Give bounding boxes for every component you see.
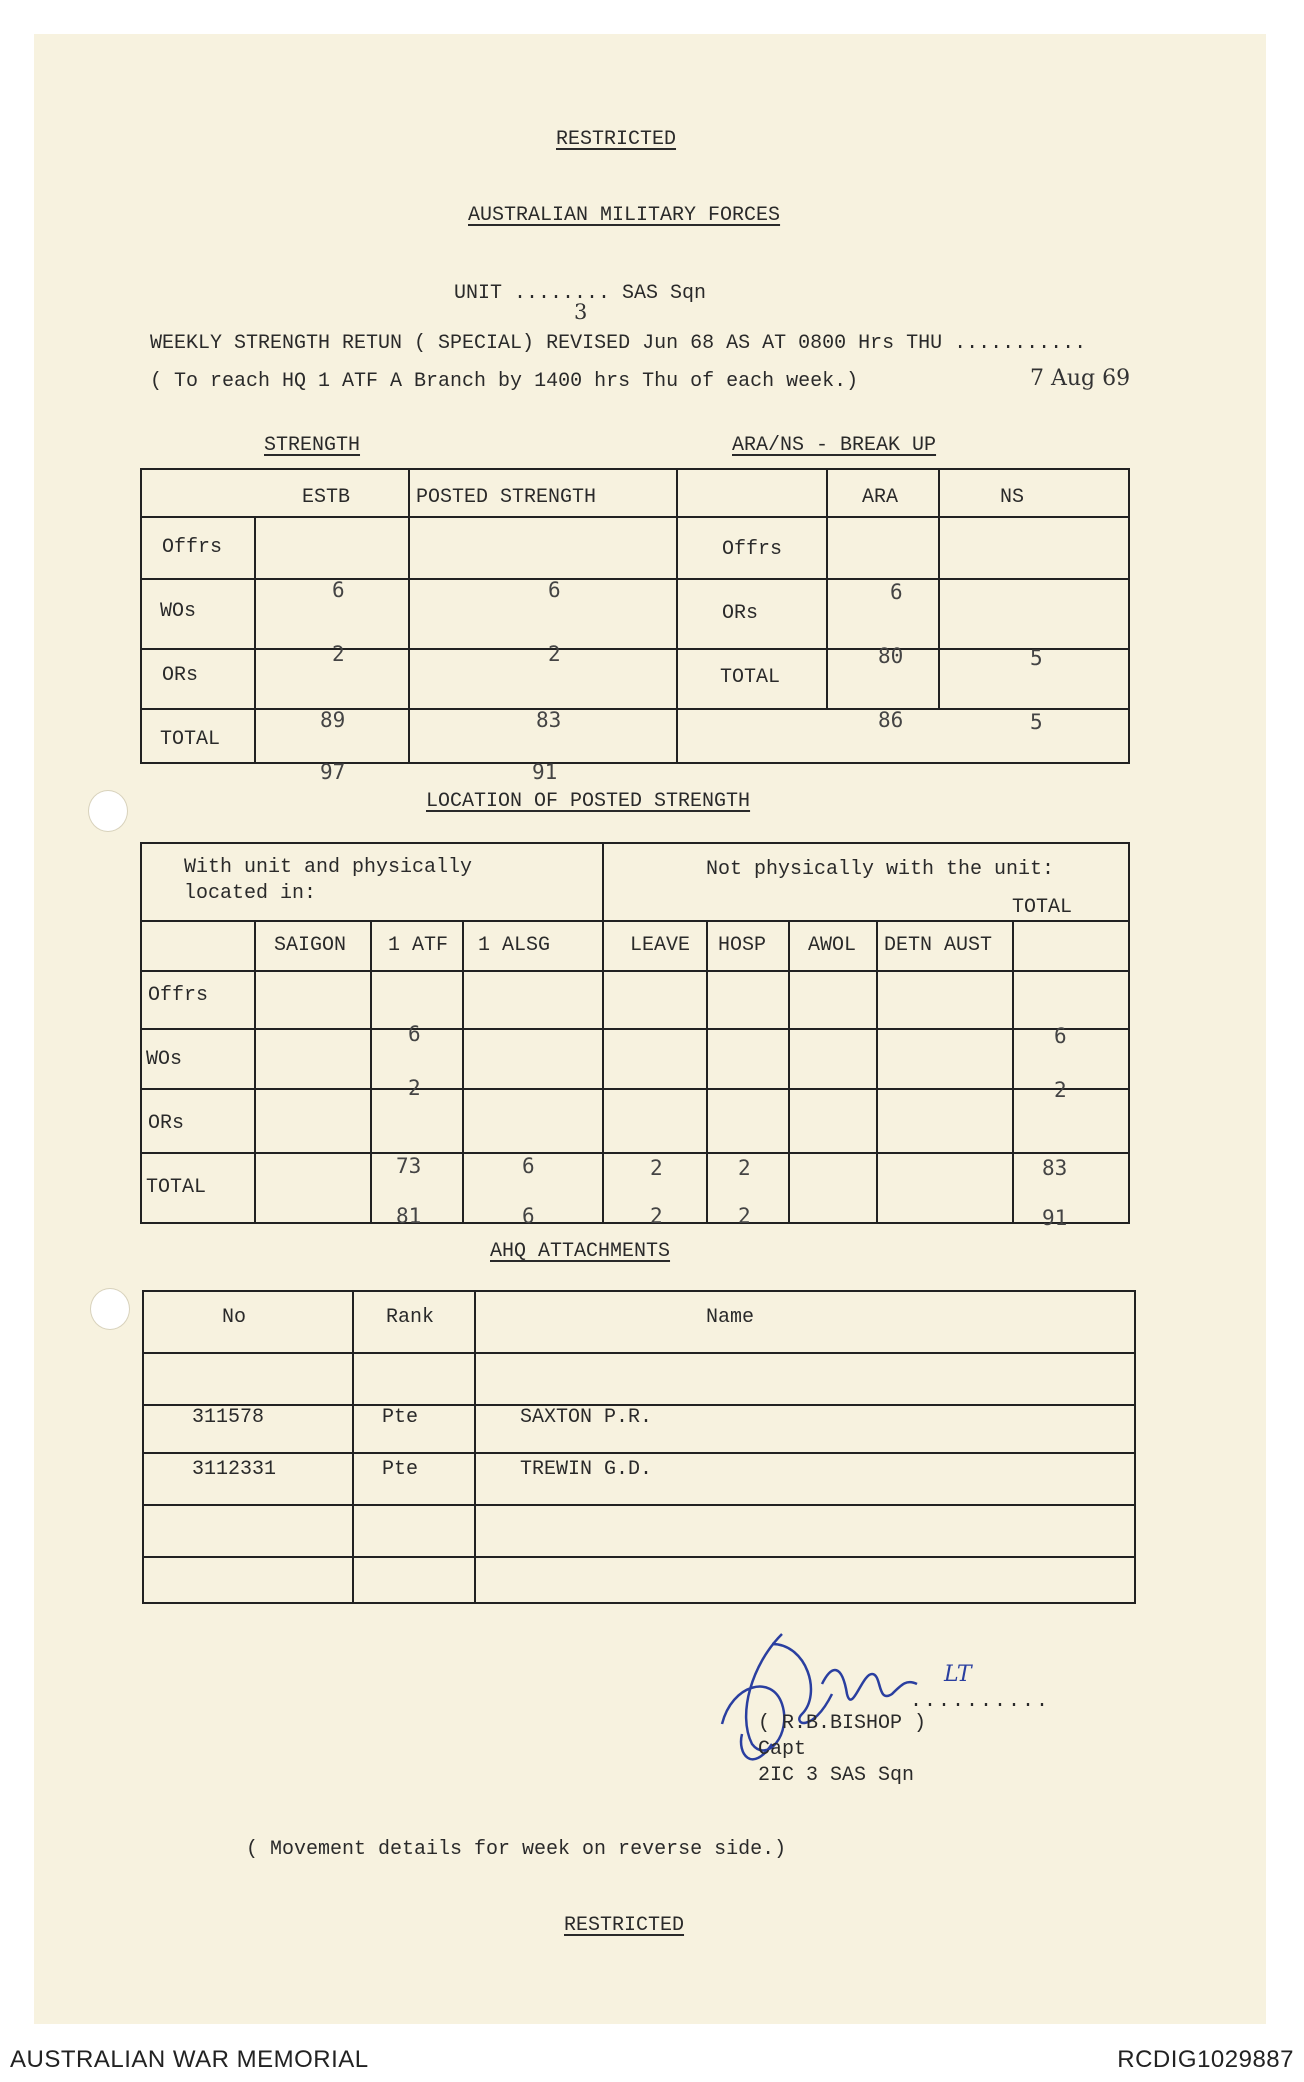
location-1atf-value: 6	[408, 1022, 421, 1046]
location-total-value: 2	[1054, 1078, 1067, 1102]
breakup-ara-value: 6	[890, 580, 903, 604]
strength-col-estb: ESTB	[302, 486, 351, 509]
unit-name: SAS Sqn	[622, 282, 707, 305]
classification-bottom: RESTRICTED	[564, 1914, 685, 1937]
with-unit-label-2: located in:	[184, 882, 317, 905]
breakup-row-label: Offrs	[722, 538, 783, 561]
location-1atf-value: 2	[408, 1076, 421, 1100]
signatory-appointment: 2IC 3 SAS Sqn	[758, 1764, 915, 1787]
reach-line: ( To reach HQ 1 ATF A Branch by 1400 hrs Thu of each week.)	[150, 370, 859, 393]
strength-estb-value: 2	[332, 642, 345, 666]
footer-catalogue-id: RCDIG1029887	[1117, 2046, 1294, 2073]
location-row-label: WOs	[146, 1048, 183, 1071]
location-col-detn-aust: DETN AUST	[884, 934, 993, 957]
strength-row-label: WOs	[160, 600, 197, 623]
location-1alsg-value: 6	[522, 1154, 535, 1178]
strength-row-label: Offrs	[162, 536, 223, 559]
location-1atf-value: 73	[396, 1154, 422, 1178]
return-line: WEEKLY STRENGTH RETUN ( SPECIAL) REVISED Jun 68 AS AT 0800 Hrs THU ...........	[150, 332, 1087, 355]
location-1alsg-value: 6	[522, 1204, 535, 1228]
footer-source: AUSTRALIAN WAR MEMORIAL	[10, 2046, 369, 2073]
breakup-ara-value: 80	[878, 644, 904, 668]
location-leave-value: 2	[650, 1204, 663, 1228]
strength-posted-value: 83	[536, 708, 562, 732]
movement-note: ( Movement details for week on reverse side.)	[246, 1838, 787, 1861]
location-heading: LOCATION OF POSTED STRENGTH	[426, 790, 751, 813]
document-title: AUSTRALIAN MILITARY FORCES	[468, 204, 781, 227]
location-total-value: 6	[1054, 1024, 1067, 1048]
attachment-no: 311578	[192, 1406, 265, 1429]
strength-col-posted: POSTED STRENGTH	[416, 486, 597, 509]
return-date: 7 Aug 69	[1030, 366, 1131, 391]
location-total-value: 91	[1042, 1206, 1068, 1230]
location-hosp-value: 2	[738, 1156, 751, 1180]
breakup-col-ns: NS	[1000, 486, 1025, 509]
location-col-hosp: HOSP	[718, 934, 767, 957]
breakup-row-label: TOTAL	[720, 666, 781, 689]
location-row-label: TOTAL	[146, 1176, 207, 1199]
breakup-row-label: ORs	[722, 602, 759, 625]
attachment-no: 3112331	[192, 1458, 277, 1481]
attachment-name: SAXTON P.R.	[520, 1406, 653, 1429]
handwritten-signature	[712, 1624, 932, 1784]
unit-prefix: UNIT ........	[454, 282, 611, 305]
attachment-rank: Pte	[382, 1458, 419, 1481]
classification-top: RESTRICTED	[556, 128, 677, 151]
punch-hole-bottom	[90, 1288, 130, 1330]
punch-hole-top	[88, 790, 128, 832]
location-col-1alsg: 1 ALSG	[478, 934, 551, 957]
attachments-col-rank: Rank	[386, 1306, 435, 1329]
signature-dots: ..........	[910, 1690, 1051, 1713]
location-row-label: ORs	[148, 1112, 185, 1135]
breakup-heading: ARA/NS - BREAK UP	[732, 434, 937, 457]
not-with-unit-label: Not physically with the unit:	[706, 858, 1055, 881]
attachments-heading: AHQ ATTACHMENTS	[490, 1240, 671, 1263]
strength-estb-value: 97	[320, 760, 346, 784]
location-row-label: Offrs	[148, 984, 209, 1007]
location-col-saigon: SAIGON	[274, 934, 347, 957]
location-total-header: TOTAL	[1012, 896, 1073, 919]
signature-suffix: LT	[944, 1662, 972, 1687]
attachments-col-no: No	[222, 1306, 247, 1329]
attachment-rank: Pte	[382, 1406, 419, 1429]
strength-heading: STRENGTH	[264, 434, 361, 457]
breakup-ara-value: 86	[878, 708, 904, 732]
location-total-value: 83	[1042, 1156, 1068, 1180]
unit-number: 3	[574, 300, 588, 324]
strength-row-label: ORs	[162, 664, 199, 687]
location-hosp-value: 2	[738, 1204, 751, 1228]
strength-estb-value: 89	[320, 708, 346, 732]
breakup-ns-value: 5	[1030, 710, 1043, 734]
with-unit-label: With unit and physically	[184, 856, 473, 879]
location-leave-value: 2	[650, 1156, 663, 1180]
breakup-ns-value: 5	[1030, 646, 1043, 670]
location-col-awol: AWOL	[808, 934, 857, 957]
attachment-name: TREWIN G.D.	[520, 1458, 653, 1481]
location-1atf-value: 81	[396, 1204, 422, 1228]
breakup-col-ara: ARA	[862, 486, 899, 509]
strength-posted-value: 6	[548, 578, 561, 602]
strength-posted-value: 91	[532, 760, 558, 784]
strength-posted-value: 2	[548, 642, 561, 666]
signatory-name: ( R.B.BISHOP )	[758, 1712, 927, 1735]
location-col-1atf: 1 ATF	[388, 934, 449, 957]
strength-estb-value: 6	[332, 578, 345, 602]
attachments-col-name: Name	[706, 1306, 755, 1329]
location-col-leave: LEAVE	[630, 934, 691, 957]
signatory-rank: Capt	[758, 1738, 807, 1761]
strength-row-label: TOTAL	[160, 728, 221, 751]
